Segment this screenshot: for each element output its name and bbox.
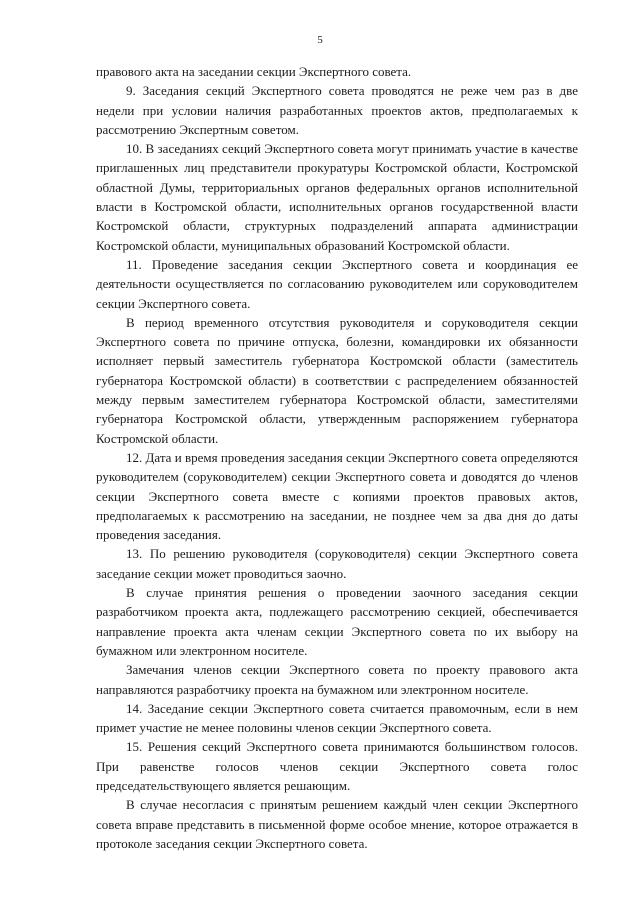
paragraph-item-10: 10. В заседаниях секций Экспертного совета могут принимать участие в качестве приглашенных лиц представители прокуратуры Костромской области, Костромской областной Думы, территориальных органов федеральных органов исполнительной власти в Костромской области, исполнительных органов государственной власти Костромской области, структурных подразделений аппарата администрации Костромской области, муниципальных образований Костромской области. (96, 141, 578, 253)
paragraph-absentee-meeting: В случае принятия решения о проведении заочного заседания секции разработчиком проекта акта, подлежащего рассмотрению секцией, обеспечивается направление проекта акта членам секции Экспертного совета по их выбору на бумажном или электронном носителе. (96, 585, 578, 658)
paragraph-continuation: правового акта на заседании секции Экспертного совета. (96, 64, 412, 79)
paragraph-item-11: 11. Проведение заседания секции Экспертного совета и координация ее деятельности осуществляется по согласованию руководителем или соруководителем секции Экспертного совета. (96, 256, 578, 311)
paragraph-item-9: 9. Заседания секций Экспертного совета проводятся не реже чем раз в две недели при условии наличия разработанных проектов актов, предполагаемых к рассмотрению Экспертным советом. (96, 83, 578, 137)
paragraph-member-remarks: Замечания членов секции Экспертного совета по проекту правового акта направляются разработчику проекта на бумажном или электронном носителе. (96, 662, 578, 697)
paragraph-temporary-absence: В период временного отсутствия руководителя и соруководителя секции Экспертного совета по причине отпуска, болезни, командировки их обязанности исполняет первый заместитель губернатора Костромской области (заместитель губернатора Костромской области) в соответствии с распределением обязанностей между первым заместителем губернатора Костромской области, заместителями губернатора Костромской области, утвержденным распоряжением губернатора Костромской области. (96, 314, 578, 446)
paragraph-item-15: 15. Решения секций Экспертного совета принимаются большинством голосов. При равенстве голосов членов секции Экспертного совета голос председательствующего является решающим. (96, 739, 578, 793)
paragraph-dissenting-opinion: В случае несогласия с принятым решением каждый член секции Экспертного совета вправе представить в письменной форме особое мнение, которое отражается в протоколе заседания секции Экспертного совета. (96, 797, 578, 851)
paragraph-item-12: 12. Дата и время проведения заседания секции Экспертного совета определяются руководителем (соруководителем) секции Экспертного совета и доводятся до членов секции Экспертного совета вместе с копиями проектов правовых актов, предполагаемых к рассмотрению на заседании, не позднее чем за два дня до даты проведения заседания. (96, 449, 578, 543)
page-number: 5 (317, 34, 323, 46)
document-body (96, 62, 578, 853)
paragraph-item-13: 13. По решению руководителя (соруководителя) секции Экспертного совета заседание секции может проводиться заочно. (96, 546, 578, 581)
paragraph-item-14: 14. Заседание секции Экспертного совета считается правомочным, если в нем примет участие не менее половины членов секции Экспертного совета. (96, 700, 578, 736)
